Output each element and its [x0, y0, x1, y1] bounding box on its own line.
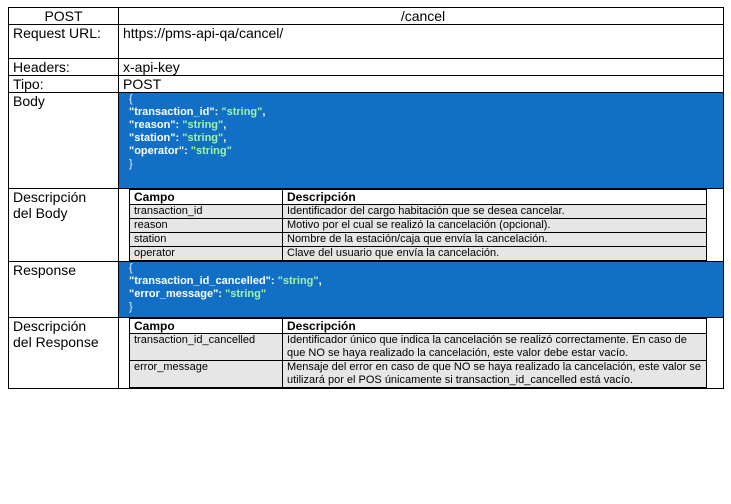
method-header: POST [9, 8, 119, 25]
response-row [9, 262, 724, 318]
field-row [130, 334, 707, 361]
json-line [129, 119, 717, 132]
field-name-cell: error_message [130, 361, 283, 388]
json-key: "reason" [129, 119, 176, 131]
field-description-cell: Identificador del cargo habitación que se desea cancelar. [283, 205, 707, 219]
field-description-cell: Motivo por el cual se realizó la cancelación (opcional). [283, 219, 707, 233]
field-row [130, 361, 707, 388]
json-comma: , [223, 119, 227, 131]
request-url-value: https://pms-api-qa/cancel/ [119, 25, 724, 59]
json-value: "string" [182, 132, 224, 144]
response-desc-row [9, 318, 724, 389]
headers-value: x-api-key [119, 59, 724, 76]
headers-label: Headers: [9, 59, 119, 76]
json-colon: : [175, 119, 183, 131]
json-line [129, 145, 717, 158]
json-colon: : [214, 106, 222, 118]
json-colon: : [270, 275, 278, 287]
field-row [130, 205, 707, 219]
body-desc-label-line2: del Body [13, 205, 68, 221]
body-desc-cell [119, 189, 724, 262]
field-name-cell: station [130, 233, 283, 247]
json-value: "string" [221, 106, 263, 118]
response-json-block [119, 262, 723, 317]
json-key: "transaction_id" [129, 106, 215, 118]
json-value: "string" [277, 275, 319, 287]
json-value: "string" [182, 119, 224, 131]
tipo-value: POST [119, 76, 724, 93]
col-desc-header: Descripción [283, 319, 707, 334]
response-desc-label-line1: Descripción [13, 318, 87, 334]
json-colon: : [184, 145, 191, 157]
headers-row [9, 59, 724, 76]
request-url-label: Request URL: [9, 25, 119, 59]
response-code-cell [119, 262, 724, 318]
field-name-cell: transaction_id_cancelled [130, 334, 283, 361]
response-desc-cell [119, 318, 724, 389]
response-json-fields [129, 275, 717, 301]
field-name-cell: transaction_id [130, 205, 283, 219]
body-label: Body [9, 93, 119, 189]
field-name-cell: reason [130, 219, 283, 233]
json-key: "transaction_id_cancelled" [129, 275, 271, 287]
body-desc-label-line1: Descripción [13, 189, 87, 205]
body-close-brace: } [129, 158, 133, 170]
field-row [130, 219, 707, 233]
json-colon: : [218, 288, 226, 300]
col-campo-header: Campo [130, 319, 283, 334]
json-comma: , [318, 275, 322, 287]
json-key: "station" [129, 132, 176, 144]
body-fields-header [130, 190, 707, 205]
response-fields-table [129, 318, 707, 388]
body-json-block [119, 93, 723, 188]
body-code-cell [119, 93, 724, 189]
response-label: Response [9, 262, 119, 318]
json-value: "string" [225, 288, 267, 300]
response-fields-header [130, 319, 707, 334]
col-campo-header: Campo [130, 190, 283, 205]
json-line [129, 275, 717, 288]
json-comma: , [223, 132, 227, 144]
field-row [130, 233, 707, 247]
json-line [129, 106, 717, 119]
json-comma: , [262, 106, 266, 118]
json-key: "error_message" [129, 288, 219, 300]
response-close-brace: } [129, 301, 133, 313]
field-row [130, 247, 707, 261]
spec-header-row [9, 8, 724, 25]
endpoint-header: /cancel [119, 8, 724, 25]
response-open-brace: { [129, 262, 133, 274]
field-description-cell: Clave del usuario que envía la cancelación. [283, 247, 707, 261]
field-description-cell: Mensaje del error en caso de que NO se haya realizado la cancelación, este valor se utilizará por el POS únicamente si transaction_id_cancelled está vacío. [283, 361, 707, 388]
json-key: "operator" [129, 145, 185, 157]
tipo-row [9, 76, 724, 93]
api-spec-table [8, 7, 724, 389]
tipo-label: Tipo: [9, 76, 119, 93]
body-desc-label [9, 189, 119, 262]
response-desc-label [9, 318, 119, 389]
field-name-cell: operator [130, 247, 283, 261]
body-row [9, 93, 724, 189]
response-desc-label-line2: del Response [13, 334, 99, 350]
json-line [129, 132, 717, 145]
json-colon: : [175, 132, 183, 144]
request-url-row [9, 25, 724, 59]
body-desc-row [9, 189, 724, 262]
col-desc-header: Descripción [283, 190, 707, 205]
body-json-fields [129, 106, 717, 158]
body-fields-table [129, 189, 707, 261]
field-description-cell: Identificador único que indica la cancelación se realizó correctamente. En caso de que NO se haya realizado la cancelación, este valor debe estar vacío. [283, 334, 707, 361]
json-line [129, 288, 717, 301]
body-open-brace: { [129, 93, 133, 105]
field-description-cell: Nombre de la estación/caja que envía la cancelación. [283, 233, 707, 247]
json-value: "string" [190, 145, 232, 157]
